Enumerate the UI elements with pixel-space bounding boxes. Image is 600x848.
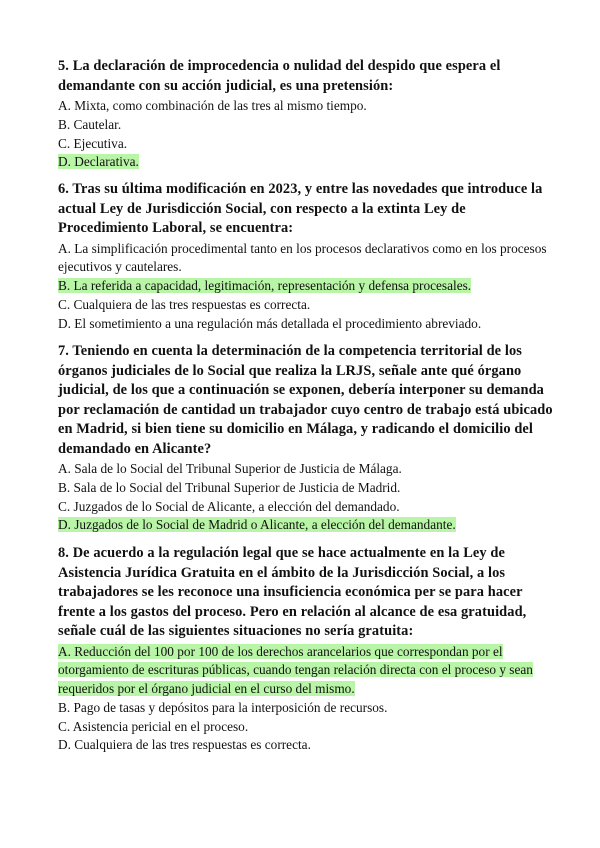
question-7 — [58, 342, 558, 535]
option-c: C. Asistencia pericial en el proceso. — [58, 718, 249, 734]
option-a-correct: A. Reducción del 100 por 100 de los derechos arancelarios que correspondan por el otorgamiento de escrituras públicas, cuando tengan relación directa con el proceso y sean requeridos por el órgano judicial en el curso del mismo. — [58, 643, 533, 697]
question-5 — [58, 57, 558, 172]
option-c: C. Cualquiera de las tres respuestas es correcta. — [58, 296, 311, 312]
option-b: B. Cautelar. — [58, 116, 122, 132]
option-c: C. Ejecutiva. — [58, 135, 128, 151]
question-text: 6. Tras su última modificación en 2023, y entre las novedades que introduce la actual Ley de Jurisdicción Social, con respecto a la extinta Ley de Procedimiento Laboral, se encuentra: — [58, 181, 543, 236]
option-d: D. El sometimiento a una regulación más detallada el procedimiento abreviado. — [58, 315, 482, 331]
question-text: 5. La declaración de improcedencia o nulidad del despido que espera el demandante con su acción judicial, es una pretensión: — [58, 58, 501, 94]
question-8 — [58, 544, 558, 755]
option-b-correct: B. La referida a capacidad, legitimación, representación y defensa procesales. — [58, 278, 472, 294]
question-text: 8. De acuerdo a la regulación legal que se hace actualmente en la Ley de Asistencia Jurídica Gratuita en el ámbito de la Jurisdicción Social, a los trabajadores se les reconoce una insuficiencia económica per se para hacer frente a los gastos del proceso. Pero en relación al alcance de esa gratuidad, señale cuál de las siguientes situaciones no sería gratuita: — [58, 545, 527, 639]
option-d: D. Cualquiera de las tres respuestas es correcta. — [58, 737, 311, 753]
option-d-correct: D. Declarativa. — [58, 154, 139, 170]
option-b: B. Pago de tasas y depósitos para la interposición de recursos. — [58, 699, 388, 715]
option-b: B. Sala de lo Social del Tribunal Superior de Justicia de Madrid. — [58, 479, 401, 495]
option-d-correct: D. Juzgados de lo Social de Madrid o Alicante, a elección del demandante. — [58, 517, 456, 533]
question-6 — [58, 180, 558, 333]
option-c: C. Juzgados de lo Social de Alicante, a elección del demandado. — [58, 498, 400, 514]
option-a: A. Sala de lo Social del Tribunal Superior de Justicia de Málaga. — [58, 461, 402, 476]
option-a: A. Mixta, como combinación de las tres al mismo tiempo. — [58, 98, 367, 113]
question-text: 7. Teniendo en cuenta la determinación de la competencia territorial de los órganos judiciales de lo Social que realiza la LRJS, señale ante qué órgano judicial, de los que a continuación se exponen, debería interponer su demanda por reclamación de cantidad un trabajador cuyo centro de trabajo está ubicado en Madrid, si bien tiene su domicilio en Málaga, y radicando el domicilio del demandado en Alicante? — [58, 343, 553, 457]
option-a: A. La simplificación procedimental tanto en los procesos declarativos como en los procesos ejecutivos y cautelares. — [58, 240, 547, 275]
